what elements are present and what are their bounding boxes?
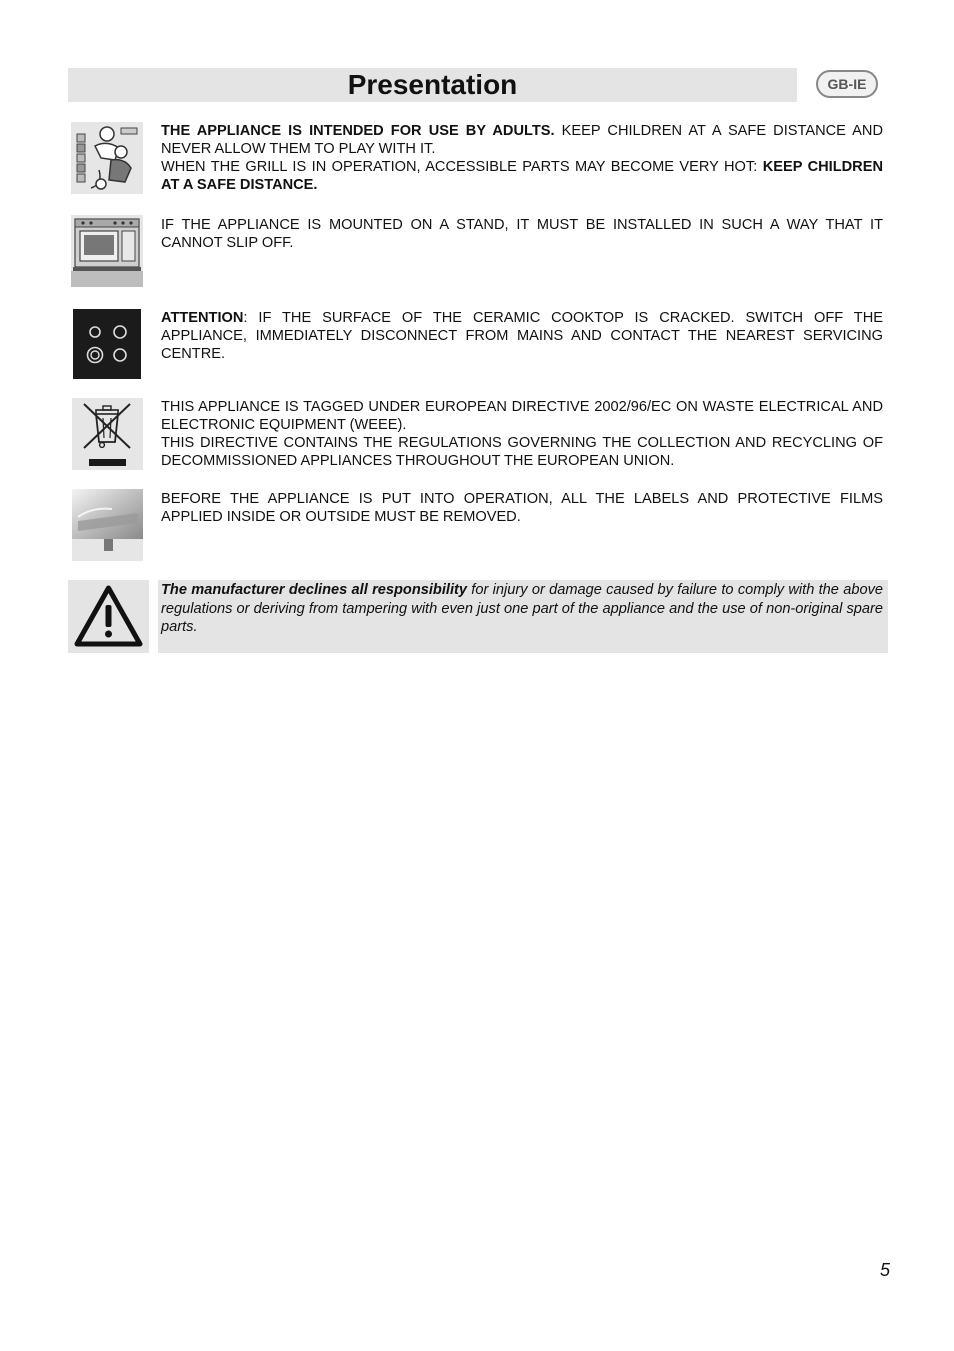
page-number: 5	[879, 1260, 890, 1280]
bold-text: KEEP CHILDREN AT A SAFE DISTANCE.	[161, 159, 883, 193]
section-weee	[161, 398, 883, 470]
bold-text: The manufacturer declines all responsibility	[161, 582, 467, 598]
section-children	[161, 122, 883, 194]
paragraph: BEFORE THE APPLIANCE IS PUT INTO OPERATION, ALL THE LABELS AND PROTECTIVE FILMS APPLIED INSIDE OR OUTSIDE MUST BE REMOVED.	[161, 491, 883, 525]
appliance-on-stand-icon	[71, 215, 143, 287]
warning-triangle-icon	[68, 580, 149, 653]
protective-film-icon	[72, 489, 143, 561]
paragraph: THIS APPLIANCE IS TAGGED UNDER EUROPEAN DIRECTIVE 2002/96/EC ON WASTE ELECTRICAL AND ELECTRONIC EQUIPMENT (WEEE).	[161, 399, 883, 433]
section-stand	[161, 216, 883, 252]
paragraph	[161, 309, 883, 363]
title-bar	[68, 68, 797, 102]
body-text: : IF THE SURFACE OF THE CERAMIC COOKTOP IS CRACKED. SWITCH OFF THE APPLIANCE, IMMEDIATELY DISCONNECT FROM MAINS AND CONTACT THE NEAREST SERVICING CENTRE.	[161, 310, 883, 362]
bold-text: ATTENTION	[161, 310, 244, 326]
paragraph	[161, 581, 883, 637]
bold-text: THE APPLIANCE IS INTENDED FOR USE BY ADULTS.	[161, 123, 555, 139]
page-title: Presentation	[347, 69, 518, 100]
language-badge: GB-IE	[816, 70, 878, 98]
body-text: WHEN THE GRILL IS IN OPERATION, ACCESSIBLE PARTS MAY BECOME VERY HOT:	[161, 159, 763, 175]
warning-text	[161, 581, 883, 637]
section-ceramic-cooktop	[161, 309, 883, 363]
paragraph	[161, 122, 883, 158]
body-text: KEEP CHILDREN AT A SAFE DISTANCE AND NEVER ALLOW THEM TO PLAY WITH IT.	[161, 123, 883, 157]
section-protective-films	[161, 490, 883, 526]
body-text: for injury or damage caused by failure to comply with the above regulations or deriving from tampering with even just one part of the appliance and the use of non-original spare parts.	[161, 582, 883, 635]
children-playing-icon	[71, 122, 143, 194]
paragraph: THIS DIRECTIVE CONTAINS THE REGULATIONS GOVERNING THE COLLECTION AND RECYCLING OF DECOMMISSIONED APPLIANCES THROUGHOUT THE EUROPEAN UNION.	[161, 435, 883, 469]
ceramic-cooktop-icon	[73, 309, 141, 379]
weee-crossed-bin-icon	[72, 398, 143, 470]
paragraph	[161, 158, 883, 194]
paragraph: IF THE APPLIANCE IS MOUNTED ON A STAND, IT MUST BE INSTALLED IN SUCH A WAY THAT IT CANNOT SLIP OFF.	[161, 217, 883, 251]
